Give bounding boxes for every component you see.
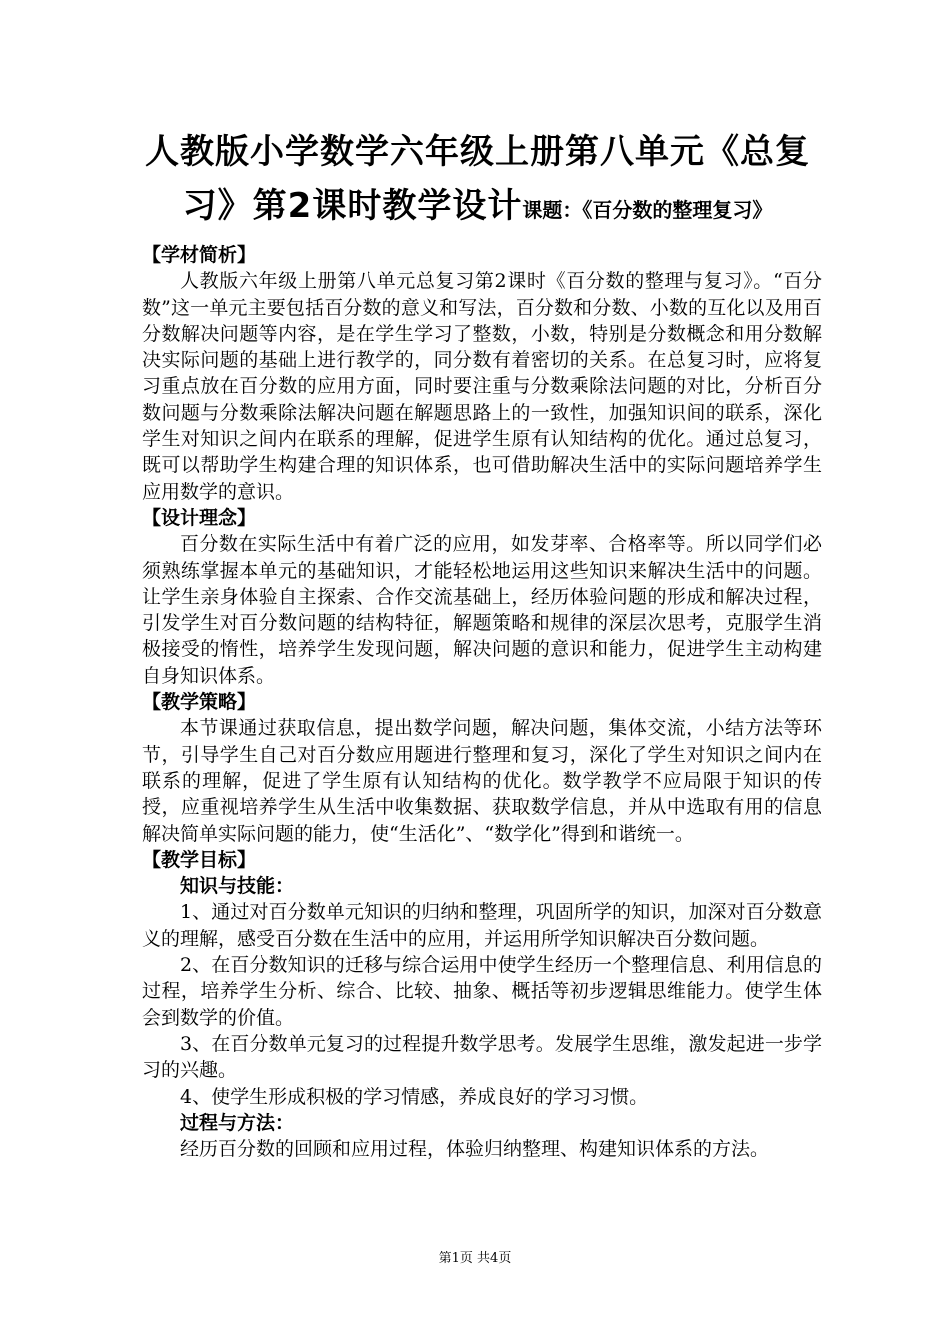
objective-paragraph: 经历百分数的回顾和应用过程，体验归纳整理、构建知识体系的方法。 bbox=[180, 1138, 770, 1161]
objective-paragraph: 1、通过对百分数单元知识的归纳和整理，巩固所学的知识，加深对百分数意义的理解，感受百分数在生活中的应用，并运用所学知识解决百分数问题。 bbox=[142, 901, 822, 950]
section-heading: 【教学策略】 bbox=[142, 691, 257, 714]
subsection-title: 过程与方法： bbox=[180, 1111, 295, 1134]
objective-paragraph: 4、使学生形成积极的学习情感，养成良好的学习习惯。 bbox=[180, 1085, 649, 1108]
document-title bbox=[140, 128, 815, 236]
page-footer: 第1页 共4页 bbox=[438, 1251, 512, 1266]
subsection-title: 知识与技能： bbox=[180, 875, 295, 898]
section-heading: 【教学目标】 bbox=[142, 848, 257, 871]
section-paragraph: 本节课通过获取信息，提出数学问题，解决问题，集体交流，小结方法等环节，引导学生自己对百分数应用题进行整理和复习，深化了学生对知识之间内在联系的理解，促进了学生原有认知结构的优化。数学教学不应局限于知识的传授，应重视培养学生从生活中收集数据、获取数学信息，并从中选取有用的信息解决简单实际问题的能力，使“生活化”、“数学化”得到和谐统一。 bbox=[142, 717, 822, 845]
document-body bbox=[142, 242, 822, 1162]
title-subtitle: 课题：《百分数的整理复习》 bbox=[522, 198, 773, 222]
section-heading: 【设计理念】 bbox=[142, 506, 257, 529]
objective-paragraph: 3、在百分数单元复习的过程提升数学思考。发展学生思维，激发起进一步学习的兴趣。 bbox=[142, 1032, 822, 1082]
section-heading: 【学材简析】 bbox=[142, 244, 257, 266]
section-paragraph: 百分数在实际生活中有着广泛的应用，如发芽率、合格率等。所以同学们必须熟练掌握本单元的基础知识，才能轻松地运用这些知识来解决生活中的问题。让学生亲身体验自主探索、合作交流基础上，经历体验问题的形成和解决过程，引发学生对百分数问题的结构特征，解题策略和规律的深层次思考，克服学生消极接受的惰性，培养学生发现问题，解决问题的意识和能力，促进学生主动构建自身知识体系。 bbox=[142, 533, 822, 687]
title-main: 人教版小学数学六年级上册第八单元《总复习》第2课时教学设计 bbox=[145, 132, 810, 226]
objective-paragraph: 2、在百分数知识的迁移与综合运用中使学生经历一个整理信息、利用信息的过程，培养学生分析、综合、比较、抽象、概括等初步逻辑思维能力。使学生体会到数学的价值。 bbox=[142, 954, 822, 1029]
section-paragraph: 人教版六年级上册第八单元总复习第2课时《百分数的整理与复习》。“百分数”这一单元主要包括百分数的意义和写法，百分数和分数、小数的互化以及用百分数解决问题等内容，是在学生学习了整数，小数，特别是分数概念和用分数解决实际问题的基础上进行教学的，同分数有着密切的关系。在总复习时，应将复习重点放在百分数的应用方面，同时要注重与分数乘除法问题的对比，分析百分数问题与分数乘除法解决问题在解题思路上的一致性，加强知识间的联系，深化学生对知识之间内在联系的理解，促进学生原有认知结构的优化。通过总复习，既可以帮助学生构建合理的知识体系，也可借助解决生活中的实际问题培养学生应用数学的意识。 bbox=[142, 270, 822, 503]
